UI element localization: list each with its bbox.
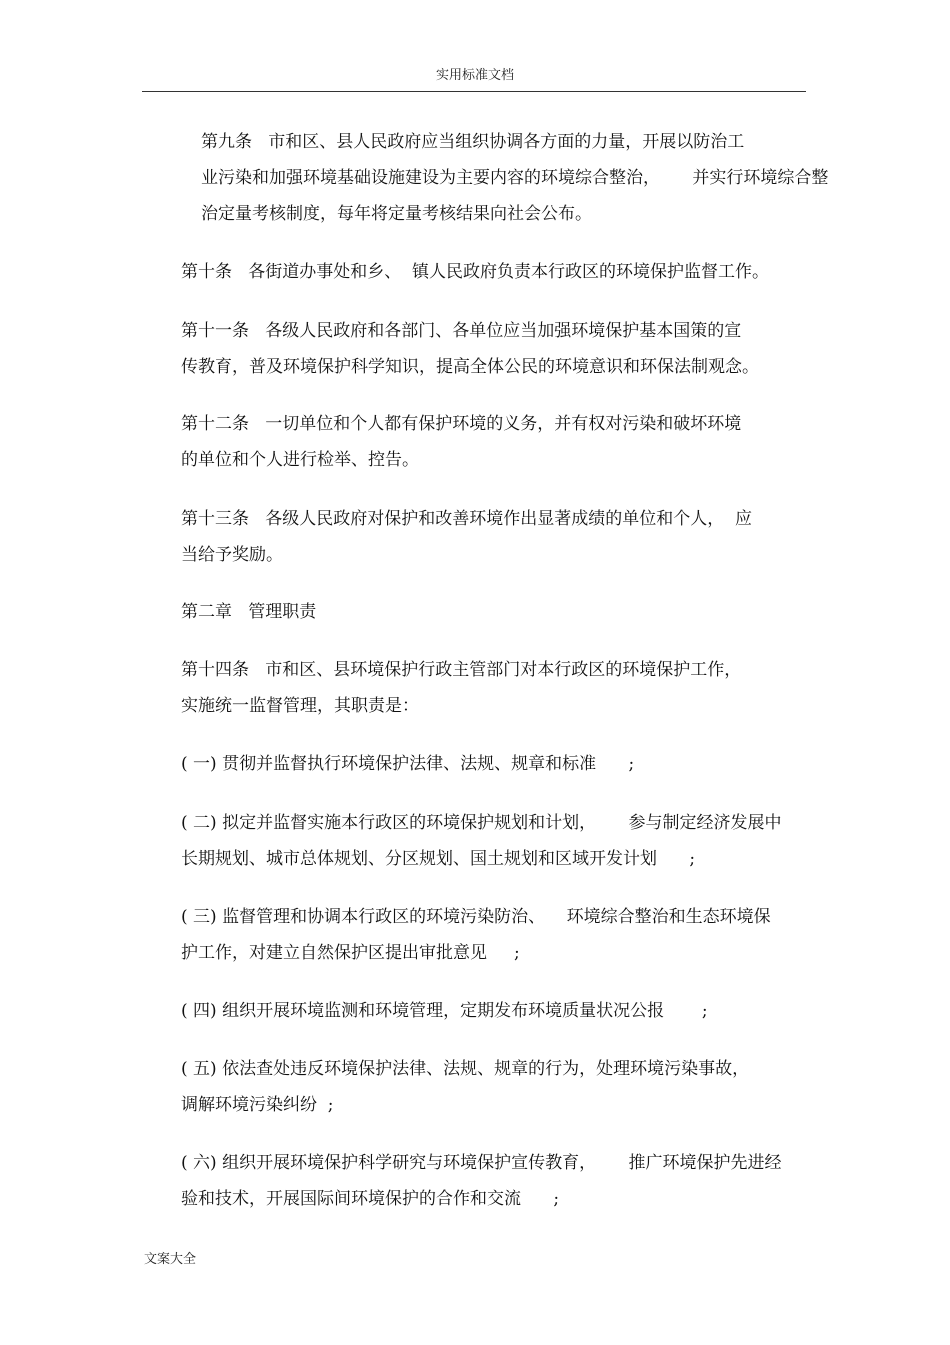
page-header: 实用标准文档	[435, 68, 514, 83]
text-line: 当给予奖励。	[181, 545, 283, 565]
text-line: 实施统一监督管理，其职责是：	[181, 696, 419, 716]
text-line: ( 一) 贯彻并监督执行环境保护法律、法规、规章和标准 ;	[181, 754, 635, 774]
text-line: 的单位和个人进行检举、控告。	[181, 450, 419, 470]
duty-item-6	[144, 1145, 809, 1217]
page-footer: 文案大全	[144, 1252, 197, 1267]
text-line: 护工作，对建立自然保护区提出审批意见 ;	[181, 943, 520, 963]
text-line: 长期规划、城市总体规划、分区规划、国土规划和区域开发计划 ;	[181, 849, 696, 869]
chapter-heading	[144, 594, 809, 630]
article-9	[144, 124, 829, 232]
duty-item-2	[144, 805, 809, 877]
text-line: 治定量考核制度，每年将定量考核结果向社会公布。	[201, 204, 592, 224]
text-line: ( 二) 拟定并监督实施本行政区的环境保护规划和计划， 参与制定经济发展中	[181, 813, 782, 833]
text-line: 调解环境污染纠纷 ;	[181, 1095, 334, 1115]
article-11	[144, 313, 809, 385]
text-line: ( 三) 监督管理和协调本行政区的环境污染防治、 环境综合整治和生态环境保	[181, 907, 771, 927]
text-line: 第十四条 市和区、县环境保护行政主管部门对本行政区的环境保护工作，	[181, 660, 742, 680]
duty-item-4	[144, 993, 809, 1029]
article-12	[144, 406, 809, 478]
duty-item-3	[144, 899, 809, 971]
text-line: ( 六) 组织开展环境保护科学研究与环境保护宣传教育， 推广环境保护先进经	[181, 1153, 782, 1173]
article-10	[144, 254, 809, 290]
text-line: ( 五) 依法查处违反环境保护法律、法规、规章的行为，处理环境污染事故，	[181, 1059, 750, 1079]
duty-item-1	[144, 746, 809, 782]
text-line: 第十三条 各级人民政府对保护和改善环境作出显著成绩的单位和个人， 应	[181, 509, 753, 529]
text-line: 验和技术，开展国际间环境保护的合作和交流 ;	[181, 1189, 560, 1209]
text-line: 第二章 管理职责	[181, 602, 317, 622]
text-line: 第十二条 一切单位和个人都有保护环境的义务，并有权对污染和破坏环境	[181, 414, 742, 434]
text-line: 传教育，普及环境保护科学知识，提高全体公民的环境意识和环保法制观念。	[181, 357, 759, 377]
text-line: 业污染和加强环境基础设施建设为主要内容的环境综合整治， 并实行环境综合整	[201, 168, 829, 188]
text-line: ( 四) 组织开展环境监测和环境管理，定期发布环境质量状况公报 ;	[181, 1001, 708, 1021]
article-13	[144, 501, 809, 573]
text-line: 第九条 市和区、县人民政府应当组织协调各方面的力量，开展以防治工	[201, 132, 745, 152]
text-line: 第十一条 各级人民政府和各部门、各单位应当加强环境保护基本国策的宣	[181, 321, 742, 341]
header-rule	[142, 91, 806, 92]
article-14	[144, 652, 809, 724]
text-line: 第十条 各街道办事处和乡、 镇人民政府负责本行政区的环境保护监督工作。	[181, 262, 770, 282]
duty-item-5	[144, 1051, 809, 1123]
